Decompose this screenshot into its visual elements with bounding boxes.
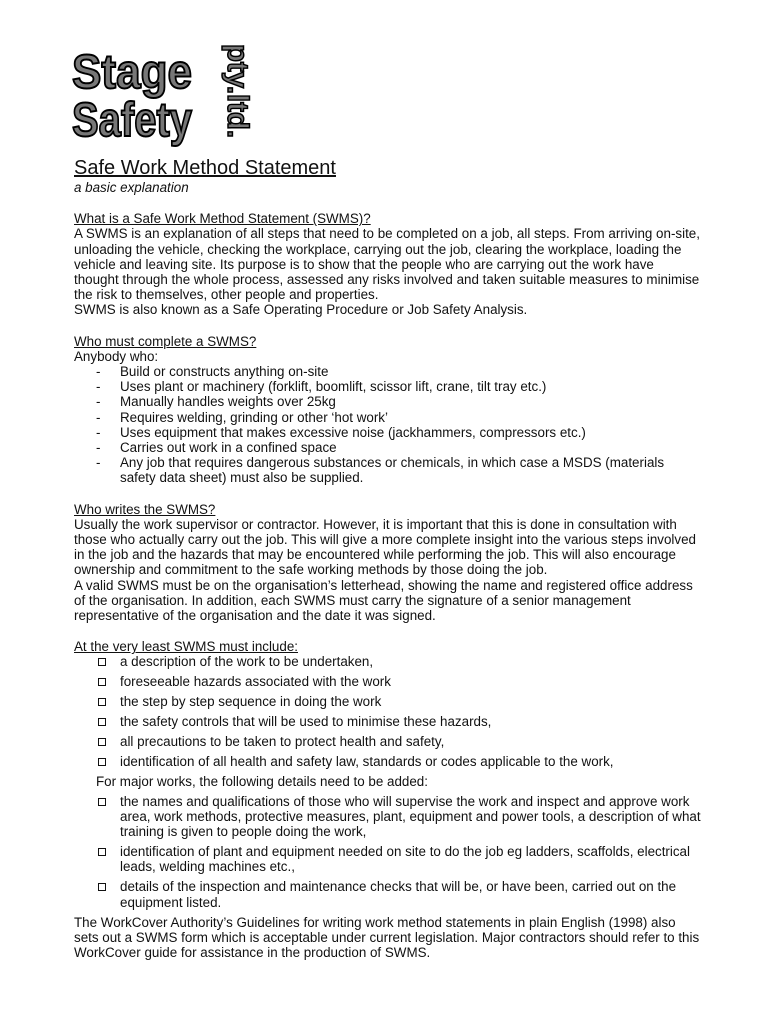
list-item: identification of all health and safety law, standards or codes applicable to the work,	[96, 754, 702, 769]
list-item: - Carries out work in a confined space	[96, 440, 702, 455]
paragraph: Anybody who:	[74, 348, 159, 364]
list-item: the names and qualifications of those who will supervise the work and inspect and approve work area, work methods, protective measures, plant, equipment and power tools, a description of what training is given to people doing the work,	[96, 794, 702, 840]
list-item: all precautions to be taken to protect health and safety,	[96, 734, 702, 749]
dash-list	[74, 364, 702, 486]
checkbox-bullet-icon	[98, 798, 106, 806]
paragraph: Usually the work supervisor or contractor. However, it is important that this is done in consultation with those who actually carry out the job. This will give a more complete insight into the various steps involved in the job and the hazards that may be encountered while performing the job. This will also encourage ownership and commitment to the safe working methods by those doing the job.	[74, 516, 696, 578]
checkbox-list-major	[74, 794, 702, 910]
list-item: foreseeable hazards associated with the work	[96, 674, 702, 689]
page-title: Safe Work Method Statement	[74, 157, 336, 179]
checkbox-list	[74, 654, 702, 769]
list-item: - Uses plant or machinery (forklift, boomlift, scissor lift, crane, tilt tray etc.)	[96, 379, 702, 394]
page-subtitle: a basic explanation	[74, 180, 189, 195]
section-heading-what: What is a Safe Work Method Statement (SWMS)?	[74, 211, 371, 227]
company-logo	[70, 40, 254, 147]
document-body	[74, 156, 702, 960]
paragraph: A SWMS is an explanation of all steps that need to be completed on a job, all steps. From arriving on-site, unloading the vehicle, checking the workplace, carrying out the job, clearing the workplace, loading the vehicle and leaving site. Its purpose is to show that the people who are carrying out the work have thought through the whole process, assessed any risks involved and taken suitable measures to minimise the risk to themselves, other people and properties.	[74, 226, 700, 303]
checkbox-bullet-icon	[98, 718, 106, 726]
logo-suffix: pty.ltd.	[221, 44, 254, 141]
list-item: - Uses equipment that makes excessive noise (jackhammers, compressors etc.)	[96, 425, 702, 440]
list-item: - Any job that requires dangerous substances or chemicals, in which case a MSDS (materials safety data sheet) must also be supplied.	[96, 455, 702, 485]
checkbox-bullet-icon	[98, 848, 106, 856]
checkbox-bullet-icon	[98, 883, 106, 891]
checkbox-bullet-icon	[98, 738, 106, 746]
list-item: - Manually handles weights over 25kg	[96, 394, 702, 409]
checkbox-bullet-icon	[98, 758, 106, 766]
paragraph: A valid SWMS must be on the organisation’s letterhead, showing the name and registered office address of the organisation. In addition, each SWMS must carry the signature of a senior management representative of the organisation and the date it was signed.	[74, 577, 693, 624]
list-item: a description of the work to be undertaken,	[96, 654, 702, 669]
checkbox-bullet-icon	[98, 658, 106, 666]
section-heading-who-must: Who must complete a SWMS?	[74, 333, 257, 349]
section-heading-who-writes: Who writes the SWMS?	[74, 501, 216, 517]
logo-line-stage: Stage	[72, 46, 192, 99]
major-works-intro: For major works, the following details need to be added:	[96, 774, 428, 790]
list-item: - Build or constructs anything on-site	[96, 364, 702, 379]
list-item: the safety controls that will be used to minimise these hazards,	[96, 714, 702, 729]
list-item: identification of plant and equipment needed on site to do the job eg ladders, scaffolds, electrical leads, welding machines etc.,	[96, 844, 702, 874]
logo-line-safety: Safety	[72, 94, 193, 147]
list-item: the step by step sequence in doing the work	[96, 694, 702, 709]
section-heading-include: At the very least SWMS must include:	[74, 639, 298, 655]
checkbox-bullet-icon	[98, 698, 106, 706]
paragraph: SWMS is also known as a Safe Operating Procedure or Job Safety Analysis.	[74, 302, 528, 318]
closing-paragraph: The WorkCover Authority’s Guidelines for writing work method statements in plain English (1998) also sets out a SWMS form which is acceptable under current legislation. Major contractors should refer to this WorkCover guide for assistance in the production of SWMS.	[74, 914, 700, 960]
list-item: details of the inspection and maintenance checks that will be, or have been, carried out on the equipment listed.	[96, 879, 702, 909]
checkbox-bullet-icon	[98, 678, 106, 686]
list-item: - Requires welding, grinding or other ‘hot work’	[96, 410, 702, 425]
